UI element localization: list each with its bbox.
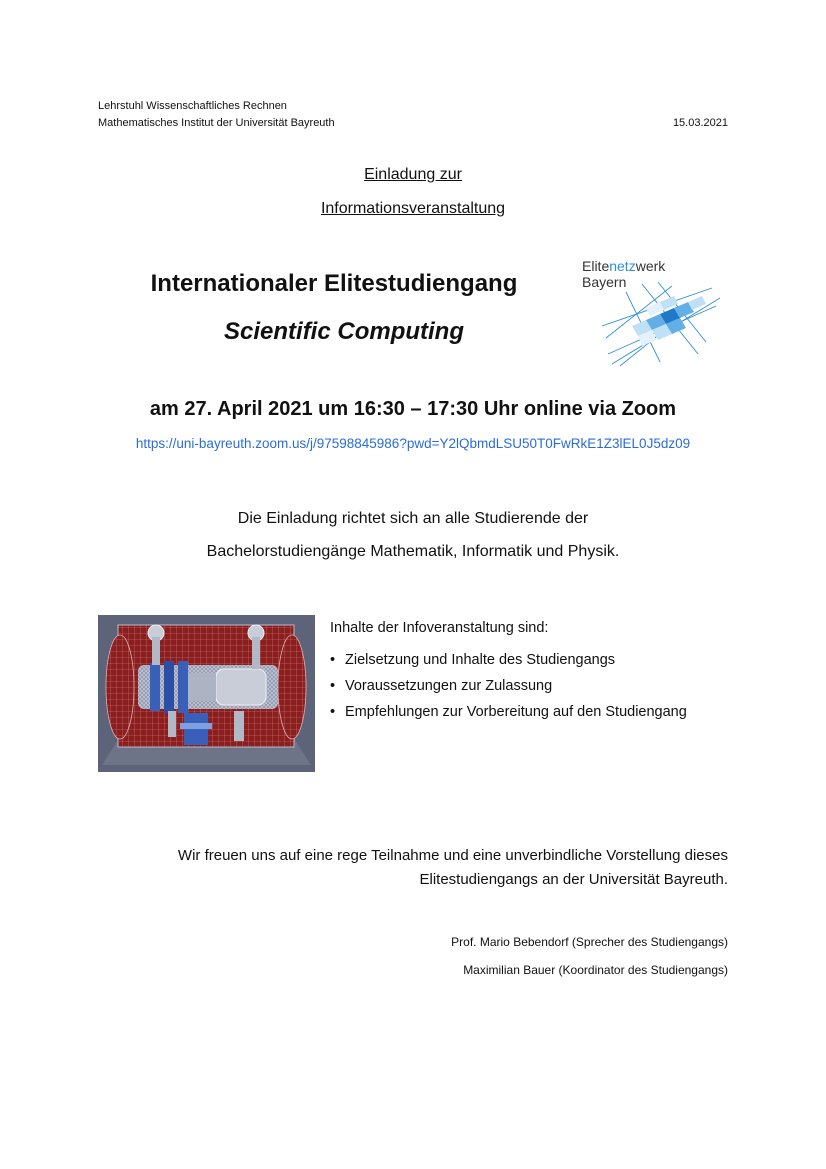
logo-word-end: werk [635,258,666,274]
list-item [330,678,750,704]
signature-speaker: Prof. Mario Bebendorf (Sprecher des Studiengangs) [451,935,728,949]
institute-name: Mathematisches Institut der Universität Bayreuth [98,117,335,129]
document-date: 15.03.2021 [672,117,728,129]
logo-grid-icon [602,278,722,368]
program-title: Internationaler Elitestudiengang [150,270,518,297]
closing-line-1: Wir freuen uns auf eine rege Teilnahme und eine unverbindliche Vorstellung dieses [177,847,728,864]
signature-coordinator: Maximilian Bauer (Koordinator des Studiengangs) [463,963,728,977]
invitation-line-2-text: Informationsveranstaltung [320,200,506,217]
logo-word-start: Elite [582,258,610,274]
audience-line-1: Die Einladung richtet sich an alle Studierende der [237,510,589,527]
contents-heading: Inhalte der Infoveranstaltung sind: [330,620,549,636]
list-item [330,652,750,678]
logo-line-2: Bayern [582,274,627,290]
bullet-icon: • [330,678,336,694]
list-item-text: Zielsetzung und Inhalte des Studiengangs [345,652,616,668]
contents-list [330,652,750,730]
bullet-icon: • [330,704,336,720]
list-item-text: Empfehlungen zur Vorbereitung auf den Studiengang [345,704,687,720]
chair-name: Lehrstuhl Wissenschaftliches Rechnen [98,100,287,112]
zoom-link[interactable]: https://uni-bayreuth.zoom.us/j/97598845986?pwd=Y2lQbmdLSU50T0FwRkE1Z3lEL0J5dz09 [135,436,691,451]
program-subtitle: Scientific Computing [224,318,464,345]
event-datetime: am 27. April 2021 um 16:30 – 17:30 Uhr online via Zoom [149,398,677,420]
list-item [330,704,750,730]
detector-illustration [98,615,315,772]
list-item-text: Voraussetzungen zur Zulassung [345,678,553,694]
invitation-line-1-text: Einladung zur [364,166,462,183]
invitation-line-2 [0,200,826,218]
elitenetzwerk-logo [582,256,722,368]
detector-image [98,615,315,772]
closing-line-2: Elitestudiengangs an der Universität Bayreuth. [419,871,728,888]
bullet-icon: • [330,652,336,668]
invitation-line-1 [0,166,826,184]
audience-line-2: Bachelorstudiengänge Mathematik, Informatik und Physik. [206,543,620,560]
logo-word-highlight: netz [609,258,636,274]
